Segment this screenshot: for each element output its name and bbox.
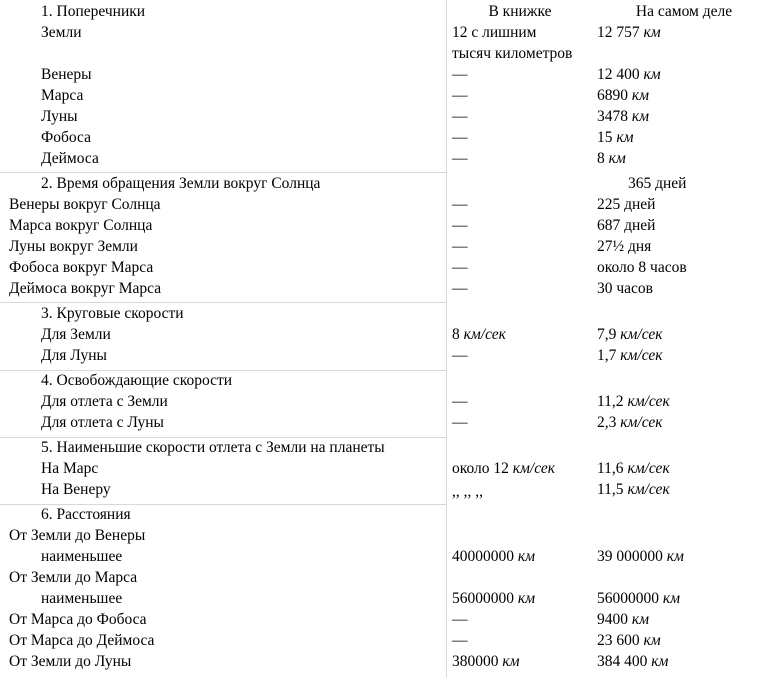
row-label: Фобоса — [41, 129, 91, 146]
book-value: — — [452, 414, 468, 431]
book-value: — — [452, 632, 468, 649]
book-value: — — [452, 108, 468, 125]
column-header-book: В книжке — [488, 3, 552, 20]
book-value: ,, ,, ,, — [452, 483, 483, 500]
book-value: 8 км/сек — [452, 326, 506, 343]
row-label: Для отлета с Земли — [41, 393, 168, 410]
column-divider — [446, 0, 447, 678]
actual-value: 225 дней — [597, 196, 656, 213]
section-title: 3. Круговые скорости — [41, 305, 184, 322]
actual-value: 9400 км — [597, 611, 650, 628]
row-label: На Марс — [41, 460, 99, 477]
actual-value: 12 400 км — [597, 66, 661, 83]
actual-value: 6890 км — [597, 87, 650, 104]
actual-value: 1,7 км/сек — [597, 347, 663, 364]
book-value: — — [452, 259, 468, 276]
book-value: — — [452, 238, 468, 255]
actual-value: 365 дней — [628, 175, 687, 192]
book-value: 40000000 км — [452, 548, 536, 565]
actual-value: 2,3 км/сек — [597, 414, 663, 431]
row-label: Для отлета с Луны — [41, 414, 164, 431]
actual-value: около 8 часов — [597, 259, 687, 276]
column-header-actual: На самом деле — [635, 3, 733, 20]
book-value: тысяч километров — [452, 45, 573, 62]
actual-value: 687 дней — [597, 217, 656, 234]
row-label: От Марса до Фобоса — [9, 611, 147, 628]
book-value: — — [452, 66, 468, 83]
actual-value: 11,5 км/сек — [597, 481, 670, 498]
actual-value: 11,6 км/сек — [597, 460, 670, 477]
row-label: Марса — [41, 87, 84, 104]
row-label: Марса вокруг Солнца — [9, 217, 153, 234]
book-value: 12 с лишним — [452, 24, 537, 41]
book-value: 56000000 км — [452, 590, 536, 607]
book-value: — — [452, 280, 468, 297]
book-value: — — [452, 347, 468, 364]
row-label: На Венеру — [41, 481, 111, 498]
row-label: Для Луны — [41, 347, 107, 364]
row-label: Фобоса вокруг Марса — [9, 259, 154, 276]
row-divider — [0, 302, 446, 303]
row-label: От Марса до Деймоса — [9, 632, 155, 649]
actual-value: 7,9 км/сек — [597, 326, 663, 343]
row-sublabel: наименьшее — [41, 548, 123, 565]
row-divider — [0, 370, 446, 371]
section-title: 5. Наименьшие скорости отлета с Земли на планеты — [41, 439, 385, 456]
row-divider — [0, 504, 446, 505]
book-value: — — [452, 196, 468, 213]
book-value: — — [452, 217, 468, 234]
book-value: 380000 км — [452, 653, 520, 670]
row-label: Земли — [41, 24, 82, 41]
actual-value: 30 часов — [597, 280, 653, 297]
book-value: — — [452, 611, 468, 628]
book-value: — — [452, 150, 468, 167]
row-sublabel: наименьшее — [41, 590, 123, 607]
row-label: От Земли до Марса — [9, 569, 138, 586]
actual-value: 56000000 км — [597, 590, 681, 607]
row-label: От Земли до Венеры — [9, 527, 146, 544]
row-divider — [0, 172, 446, 173]
row-divider — [0, 437, 446, 438]
row-label: Луны — [41, 108, 78, 125]
section-title: 4. Освобождающие скорости — [41, 372, 233, 389]
actual-value: 12 757 км — [597, 24, 661, 41]
row-label: Венеры — [41, 66, 92, 83]
book-value: — — [452, 393, 468, 410]
row-label: Деймоса — [41, 150, 99, 167]
actual-value: 384 400 км — [597, 653, 669, 670]
section-title: 1. Поперечники — [41, 3, 146, 20]
actual-value: 39 000000 км — [597, 548, 684, 565]
actual-value: 11,2 км/сек — [597, 393, 670, 410]
book-value: — — [452, 129, 468, 146]
actual-value: 3478 км — [597, 108, 650, 125]
actual-value: 8 км — [597, 150, 626, 167]
actual-value: 23 600 км — [597, 632, 661, 649]
row-label: Для Земли — [41, 326, 111, 343]
actual-value: 27½ дня — [597, 238, 652, 255]
section-title: 2. Время обращения Земли вокруг Солнца — [41, 175, 321, 192]
row-label: Деймоса вокруг Марса — [9, 280, 162, 297]
row-label: Луны вокруг Земли — [9, 238, 138, 255]
actual-value: 15 км — [597, 129, 634, 146]
row-label: От Земли до Луны — [9, 653, 132, 670]
row-label: Венеры вокруг Солнца — [9, 196, 161, 213]
book-value: около 12 км/сек — [452, 460, 556, 477]
book-value: — — [452, 87, 468, 104]
section-title: 6. Расстояния — [41, 506, 131, 523]
